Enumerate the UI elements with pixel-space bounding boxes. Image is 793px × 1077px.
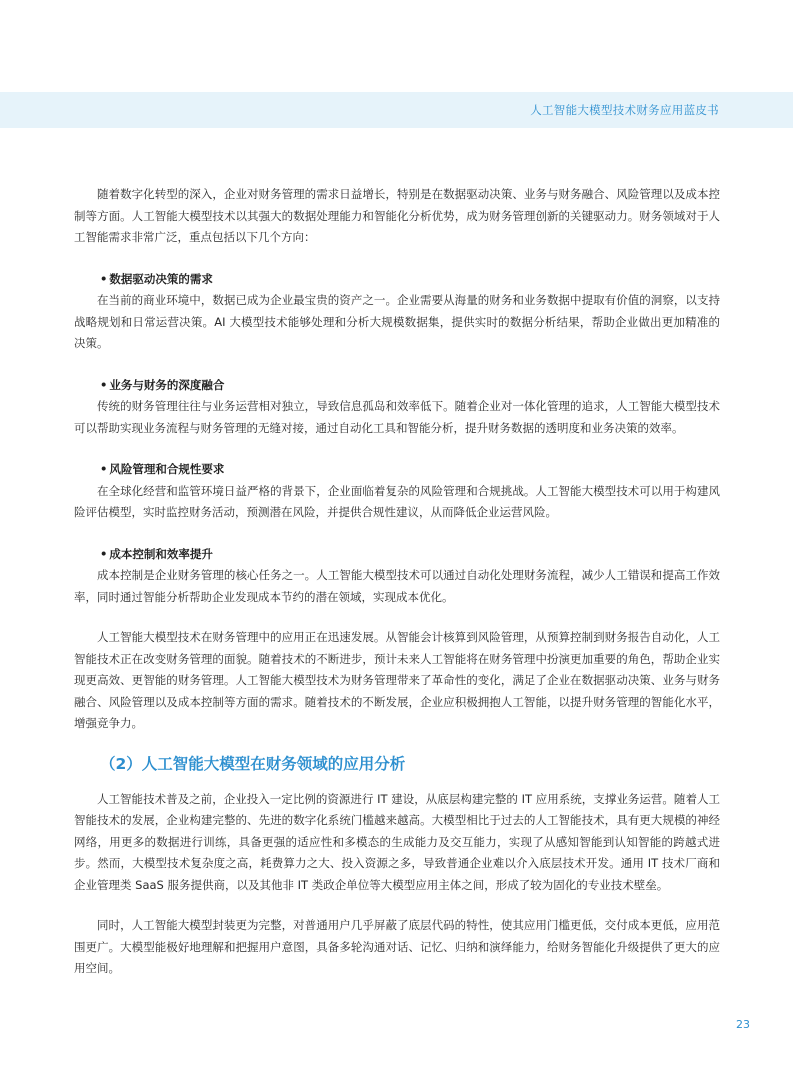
item-heading-text: 数据驱动决策的需求 [109, 271, 213, 286]
item-block-4 [74, 544, 720, 609]
summary-paragraph: 人工智能大模型技术在财务管理中的应用正在迅速发展。从智能会计核算到风险管理，从预算控制到财务报告自动化，人工智能技术正在改变财务管理的面貌。随着技术的不断进步，预计未来人工智能将在财务管理中扮演更加重要的角色，帮助企业实现更高效、更智能的财务管理。人工智能大模型技术为财务管理带来了革命性的变化，满足了企业在数据驱动决策、业务与财务融合、风险管理以及成本控制等方面的需求。随着技术的不断发展，企业应积极拥抱人工智能，以提升财务管理的智能化水平，增强竞争力。 [74, 630, 720, 730]
item-block-2 [74, 375, 720, 440]
item-text: 在当前的商业环境中，数据已成为企业最宝贵的资产之一。企业需要从海量的财务和业务数据中提取有价值的洞察，以支持战略规划和日常运营决策。AI 大模型技术能够处理和分析大规模数据集，提供实时的数据分析结果，帮助企业做出更加精准的决策。 [74, 293, 720, 350]
bullet-icon: • [100, 271, 108, 286]
item-heading [74, 375, 720, 397]
item-heading-text: 风险管理和合规性要求 [109, 462, 225, 476]
bullet-icon: • [100, 462, 108, 476]
item-text: 传统的财务管理往往与业务运营相对独立，导致信息孤岛和效率低下。随着企业对一体化管理的追求，人工智能大模型技术可以帮助实现业务流程与财务管理的无缝对接，通过自动化工具和智能分析，提升财务数据的透明度和业务决策的效率。 [74, 399, 720, 435]
bullet-icon: • [100, 546, 108, 561]
item-heading-text: 成本控制和效率提升 [109, 546, 213, 561]
page-number: 23 [736, 1018, 750, 1031]
intro-paragraph: 随着数字化转型的深入，企业对财务管理的需求日益增长，特别是在数据驱动决策、业务与财务融合、风险管理以及成本控制等方面。人工智能大模型技术以其强大的数据处理能力和智能化分析优势，成为财务管理创新的关键驱动力。财务领域对于人工智能需求非常广泛，重点包括以下几个方向： [74, 187, 720, 244]
item-heading [74, 459, 720, 481]
item-heading [74, 269, 720, 291]
section-paragraph-1: 人工智能技术普及之前，企业投入一定比例的资源进行 IT 建设，从底层构建完整的 IT 应用系统，支撑业务运营。随着人工智能技术的发展，企业构建完整的、先进的数字化系统门槛越来越高。大模型相比于过去的人工智能技术，具有更大规模的神经网络，用更多的数据进行训练，具备更强的适应性和多模态的生成能力及交互能力，实现了从感知智能到认知智能的跨越式进步。然而，大模型技术复杂度之高，耗费算力之大、投入资源之多，导致普通企业难以介入底层技术开发。通用 IT 技术厂商和企业管理类 SaaS 服务提供商，以及其他非 IT 类政企单位等大模型应用主体之间，形成了较为固化的专业技术壁垒。 [74, 791, 720, 892]
item-heading [74, 544, 720, 566]
item-text: 在全球化经营和监管环境日益严格的背景下，企业面临着复杂的风险管理和合规挑战。人工智能大模型技术可以用于构建风险评估模型，实时监控财务活动，预测潜在风险，并提供合规性建议，从而降低企业运营风险。 [74, 483, 720, 519]
item-block-1 [74, 269, 720, 355]
bullet-icon: • [100, 377, 108, 392]
item-heading-text: 业务与财务的深度融合 [109, 377, 225, 392]
item-text: 成本控制是企业财务管理的核心任务之一。人工智能大模型技术可以通过自动化处理财务流程，减少人工错误和提高工作效率，同时通过智能分析帮助企业发现成本节约的潜在领域，实现成本优化。 [74, 568, 720, 604]
section-paragraph-2: 同时，人工智能大模型封装更为完整，对普通用户几乎屏蔽了底层代码的特性，使其应用门槛更低，交付成本更低，应用范围更广。大模型能极好地理解和把握用户意图，具备多轮沟通对话、记忆、归纳和演绎能力，给财务智能化升级提供了更大的应用空间。 [74, 918, 720, 975]
header-title: 人工智能大模型技术财务应用蓝皮书 [530, 103, 719, 117]
main-content [74, 184, 720, 980]
section-title: （2）人工智能大模型在财务领域的应用分析 [100, 754, 406, 773]
header-band [0, 92, 793, 128]
item-block-3 [74, 459, 720, 524]
